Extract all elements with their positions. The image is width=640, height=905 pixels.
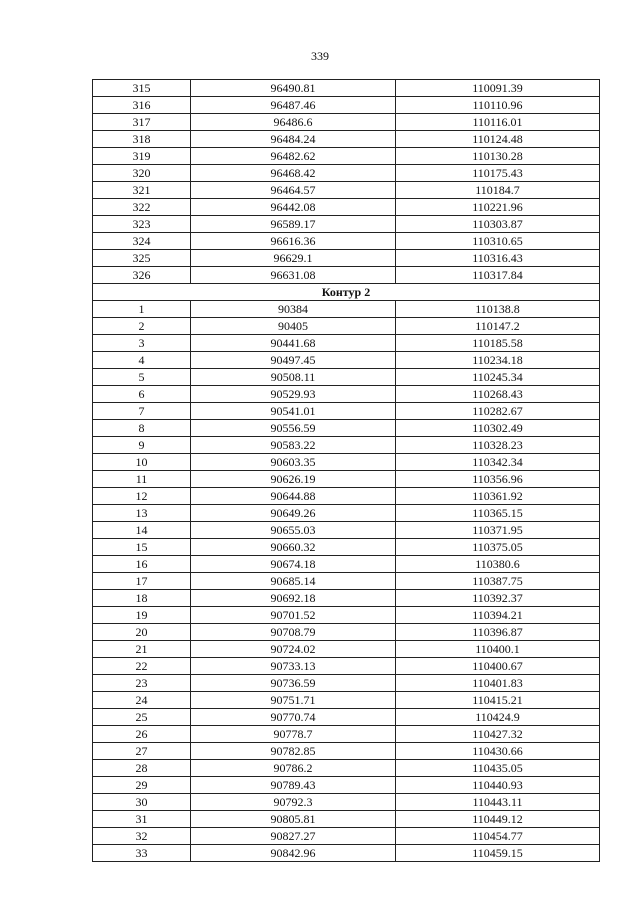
x-coordinate: 96484.24: [191, 131, 396, 148]
x-coordinate: 90685.14: [191, 573, 396, 590]
y-coordinate: 110268.43: [396, 386, 600, 403]
x-coordinate: 90649.26: [191, 505, 396, 522]
point-number: 33: [93, 845, 191, 862]
y-coordinate: 110394.21: [396, 607, 600, 624]
y-coordinate: 110365.15: [396, 505, 600, 522]
point-number: 5: [93, 369, 191, 386]
table-row: [93, 454, 600, 471]
x-coordinate: 96486.6: [191, 114, 396, 131]
y-coordinate: 110392.37: [396, 590, 600, 607]
table-row: [93, 148, 600, 165]
x-coordinate: 90583.22: [191, 437, 396, 454]
y-coordinate: 110401.83: [396, 675, 600, 692]
table-row: [93, 777, 600, 794]
x-coordinate: 90805.81: [191, 811, 396, 828]
x-coordinate: 90751.71: [191, 692, 396, 709]
point-number: 324: [93, 233, 191, 250]
point-number: 25: [93, 709, 191, 726]
y-coordinate: 110449.12: [396, 811, 600, 828]
x-coordinate: 90827.27: [191, 828, 396, 845]
y-coordinate: 110130.28: [396, 148, 600, 165]
y-coordinate: 110138.8: [396, 301, 600, 318]
point-number: 15: [93, 539, 191, 556]
x-coordinate: 90782.85: [191, 743, 396, 760]
coordinates-table: [92, 79, 600, 862]
section-title: Контур 2: [93, 284, 600, 301]
table-row: [93, 250, 600, 267]
point-number: 320: [93, 165, 191, 182]
x-coordinate: 90724.02: [191, 641, 396, 658]
point-number: 26: [93, 726, 191, 743]
x-coordinate: 90674.18: [191, 556, 396, 573]
y-coordinate: 110424.9: [396, 709, 600, 726]
point-number: 2: [93, 318, 191, 335]
x-coordinate: 96468.42: [191, 165, 396, 182]
point-number: 14: [93, 522, 191, 539]
y-coordinate: 110147.2: [396, 318, 600, 335]
table-row: [93, 556, 600, 573]
x-coordinate: 96616.36: [191, 233, 396, 250]
point-number: 32: [93, 828, 191, 845]
x-coordinate: 96490.81: [191, 80, 396, 97]
y-coordinate: 110328.23: [396, 437, 600, 454]
table-row: [93, 114, 600, 131]
point-number: 22: [93, 658, 191, 675]
point-number: 326: [93, 267, 191, 284]
table-row: [93, 437, 600, 454]
contour-2-header: [93, 284, 600, 301]
table-row: [93, 743, 600, 760]
x-coordinate: 90541.01: [191, 403, 396, 420]
y-coordinate: 110184.7: [396, 182, 600, 199]
contour-2-rows: [93, 301, 600, 862]
table-row: [93, 488, 600, 505]
table-row: [93, 709, 600, 726]
x-coordinate: 96589.17: [191, 216, 396, 233]
x-coordinate: 90701.52: [191, 607, 396, 624]
point-number: 315: [93, 80, 191, 97]
x-coordinate: 90770.74: [191, 709, 396, 726]
point-number: 28: [93, 760, 191, 777]
y-coordinate: 110361.92: [396, 488, 600, 505]
point-number: 29: [93, 777, 191, 794]
point-number: 20: [93, 624, 191, 641]
y-coordinate: 110303.87: [396, 216, 600, 233]
table-row: [93, 811, 600, 828]
y-coordinate: 110400.67: [396, 658, 600, 675]
x-coordinate: 90405: [191, 318, 396, 335]
y-coordinate: 110302.49: [396, 420, 600, 437]
table-row: [93, 522, 600, 539]
table-row: [93, 131, 600, 148]
table-row: [93, 471, 600, 488]
x-coordinate: 90736.59: [191, 675, 396, 692]
x-coordinate: 90660.32: [191, 539, 396, 556]
point-number: 321: [93, 182, 191, 199]
page-number: 339: [311, 49, 329, 63]
point-number: 317: [93, 114, 191, 131]
table-row: [93, 97, 600, 114]
table-row: [93, 403, 600, 420]
table-row: [93, 590, 600, 607]
table-row: [93, 216, 600, 233]
point-number: 13: [93, 505, 191, 522]
y-coordinate: 110342.34: [396, 454, 600, 471]
table-row: [93, 233, 600, 250]
table-row: [93, 199, 600, 216]
x-coordinate: 96482.62: [191, 148, 396, 165]
x-coordinate: 90508.11: [191, 369, 396, 386]
x-coordinate: 96442.08: [191, 199, 396, 216]
table-row: [93, 318, 600, 335]
y-coordinate: 110380.6: [396, 556, 600, 573]
y-coordinate: 110396.87: [396, 624, 600, 641]
y-coordinate: 110310.65: [396, 233, 600, 250]
point-number: 323: [93, 216, 191, 233]
y-coordinate: 110221.96: [396, 199, 600, 216]
table-row: [93, 267, 600, 284]
point-number: 10: [93, 454, 191, 471]
table-row: [93, 80, 600, 97]
x-coordinate: 90789.43: [191, 777, 396, 794]
x-coordinate: 90556.59: [191, 420, 396, 437]
y-coordinate: 110371.95: [396, 522, 600, 539]
point-number: 27: [93, 743, 191, 760]
y-coordinate: 110435.05: [396, 760, 600, 777]
y-coordinate: 110185.58: [396, 335, 600, 352]
point-number: 16: [93, 556, 191, 573]
table-row: [93, 828, 600, 845]
y-coordinate: 110316.43: [396, 250, 600, 267]
point-number: 322: [93, 199, 191, 216]
x-coordinate: 90497.45: [191, 352, 396, 369]
table-row: [93, 658, 600, 675]
x-coordinate: 90655.03: [191, 522, 396, 539]
x-coordinate: 90786.2: [191, 760, 396, 777]
y-coordinate: 110427.32: [396, 726, 600, 743]
point-number: 11: [93, 471, 191, 488]
point-number: 8: [93, 420, 191, 437]
y-coordinate: 110454.77: [396, 828, 600, 845]
y-coordinate: 110245.34: [396, 369, 600, 386]
y-coordinate: 110459.15: [396, 845, 600, 862]
y-coordinate: 110375.05: [396, 539, 600, 556]
x-coordinate: 96629.1: [191, 250, 396, 267]
point-number: 24: [93, 692, 191, 709]
table-row: [93, 692, 600, 709]
point-number: 31: [93, 811, 191, 828]
table-row: [93, 641, 600, 658]
point-number: 7: [93, 403, 191, 420]
x-coordinate: 90733.13: [191, 658, 396, 675]
table-row: [93, 165, 600, 182]
x-coordinate: 90644.88: [191, 488, 396, 505]
point-number: 316: [93, 97, 191, 114]
point-number: 9: [93, 437, 191, 454]
table-row: [93, 539, 600, 556]
y-coordinate: 110387.75: [396, 573, 600, 590]
x-coordinate: 90708.79: [191, 624, 396, 641]
point-number: 18: [93, 590, 191, 607]
x-coordinate: 90778.7: [191, 726, 396, 743]
y-coordinate: 110234.18: [396, 352, 600, 369]
table-row: [93, 301, 600, 318]
y-coordinate: 110282.67: [396, 403, 600, 420]
point-number: 319: [93, 148, 191, 165]
y-coordinate: 110175.43: [396, 165, 600, 182]
table-row: [93, 845, 600, 862]
table-row: [93, 726, 600, 743]
y-coordinate: 110430.66: [396, 743, 600, 760]
point-number: 30: [93, 794, 191, 811]
point-number: 318: [93, 131, 191, 148]
point-number: 21: [93, 641, 191, 658]
y-coordinate: 110443.11: [396, 794, 600, 811]
table-row: [93, 794, 600, 811]
table-row: [93, 760, 600, 777]
x-coordinate: 96631.08: [191, 267, 396, 284]
point-number: 23: [93, 675, 191, 692]
table-row: [93, 505, 600, 522]
point-number: 3: [93, 335, 191, 352]
table-row: [93, 573, 600, 590]
table-row: [93, 369, 600, 386]
table-row: [93, 607, 600, 624]
x-coordinate: 90626.19: [191, 471, 396, 488]
point-number: 4: [93, 352, 191, 369]
x-coordinate: 90842.96: [191, 845, 396, 862]
y-coordinate: 110415.21: [396, 692, 600, 709]
table-row: [93, 420, 600, 437]
y-coordinate: 110317.84: [396, 267, 600, 284]
x-coordinate: 96487.46: [191, 97, 396, 114]
y-coordinate: 110440.93: [396, 777, 600, 794]
point-number: 325: [93, 250, 191, 267]
x-coordinate: 90384: [191, 301, 396, 318]
point-number: 12: [93, 488, 191, 505]
x-coordinate: 90603.35: [191, 454, 396, 471]
point-number: 1: [93, 301, 191, 318]
table-row: [93, 675, 600, 692]
table-row: [93, 386, 600, 403]
y-coordinate: 110356.96: [396, 471, 600, 488]
table-row: [93, 352, 600, 369]
y-coordinate: 110110.96: [396, 97, 600, 114]
y-coordinate: 110091.39: [396, 80, 600, 97]
x-coordinate: 90792.3: [191, 794, 396, 811]
y-coordinate: 110400.1: [396, 641, 600, 658]
x-coordinate: 90529.93: [191, 386, 396, 403]
point-number: 6: [93, 386, 191, 403]
x-coordinate: 90441.68: [191, 335, 396, 352]
section-title-row: [93, 284, 600, 301]
x-coordinate: 90692.18: [191, 590, 396, 607]
table-row: [93, 624, 600, 641]
point-number: 19: [93, 607, 191, 624]
y-coordinate: 110116.01: [396, 114, 600, 131]
table-row: [93, 335, 600, 352]
x-coordinate: 96464.57: [191, 182, 396, 199]
table-row: [93, 182, 600, 199]
y-coordinate: 110124.48: [396, 131, 600, 148]
point-number: 17: [93, 573, 191, 590]
contour-1-rows: [93, 80, 600, 284]
